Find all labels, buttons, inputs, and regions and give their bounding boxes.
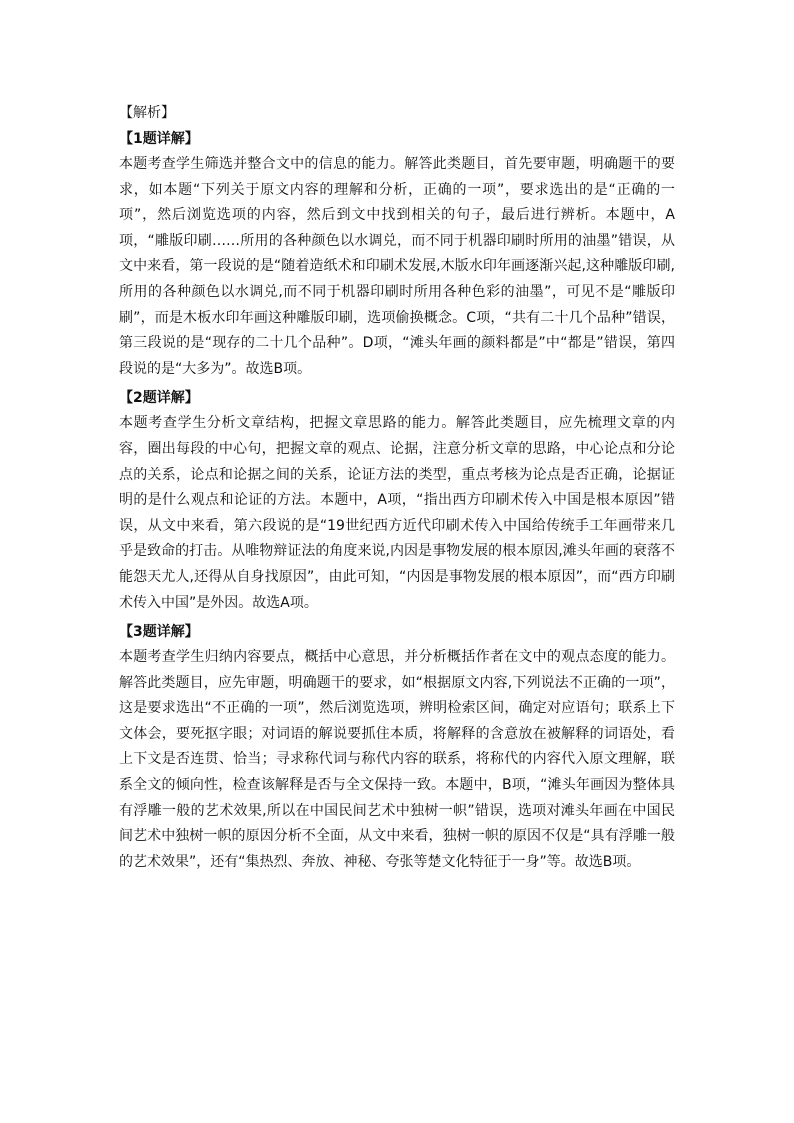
- section-3-title: 【3题详解】: [119, 624, 199, 641]
- section-3-text: 本题考查学生归纳内容要点，概括中心意思，并分析概括作者在文中的观点态度的能力。解答此类题目，应先审题，明确题干的要求，如“根据原文内容,下列说法不正确的一项”，这是要求选出“不正确的一项”，然后浏览选项，辨明检索区间，确定对应语句；联系上下文体会，要死抠字眼；对词语的解说要抓住本质，将解释的含意放在被解释的词语处，看上下文是否连贯、恰当；寻求称代词与称代内容的联系，将称代的内容代入原文理解，联系全文的倾向性，检查该解释是否与全文保持一致。本题中，B项，“滩头年画因为整体具有浮雕一般的艺术效果,所以在中国民间艺术中独树一帜”错误，选项对滩头年画在中国民间艺术中独树一帜的原因分析不全面，从文中来看，独树一帜的原因不仅是“具有浮雕一般的艺术效果”，还有“集热烈、奔放、神秘、夸张等楚文化特征于一身”等。故选B项。: [119, 649, 675, 870]
- section-2-text: 本题考查学生分析文章结构，把握文章思路的能力。解答此类题目，应先梳理文章的内容，圈出每段的中心句，把握文章的观点、论据，注意分析文章的思路，中心论点和分论点的关系，论点和论据之间的关系，论证方法的类型，重点考核为论点是否正确，论据证明的是什么观点和论证的方法。本题中，A项，“指出西方印刷术传入中国是根本原因”错误，从文中来看，第六段说的是“19世纪西方近代印刷术传入中国给传统手工年画带来几乎是致命的打击。从唯物辩证法的角度来说,内因是事物发展的根本原因,滩头年画的衰落不能怨天尤人,还得从自身找原因”，由此可知，“内因是事物发展的根本原因”，而“西方印刷术传入中国”是外因。故选A项。: [119, 415, 675, 611]
- analysis-heading: 【解析】: [119, 105, 175, 121]
- section-1-text: 本题考查学生筛选并整合文中的信息的能力。解答此类题目，首先要审题，明确题干的要求，如本题“下列关于原文内容的理解和分析，正确的一项”，要求选出的是“正确的一项”，然后浏览选项的内容，然后到文中找到相关的句子，最后进行辨析。本题中，A项，“雕版印刷……所用的各种颜色以水调兑，而不同于机器印刷时所用的油墨”错误，从文中来看，第一段说的是“随着造纸术和印刷术发展,木版水印年画逐渐兴起,这种雕版印刷,所用的各种颜色以水调兑,而不同于机器印刷时所用各种色彩的油墨”，可见不是“雕版印刷”，而是木板水印年画这种雕版印刷，选项偷换概念。C项，“共有二十几个品种”错误，第三段说的是“现存的二十几个品种”。D项，“滩头年画的颜料都是”中“都是”错误，第四段说的是“大多为”。故选B项。: [119, 156, 675, 377]
- section-1-title: 【1题详解】: [119, 131, 199, 147]
- document-page: [119, 100, 675, 878]
- section-2-title: 【2题详解】: [119, 390, 199, 407]
